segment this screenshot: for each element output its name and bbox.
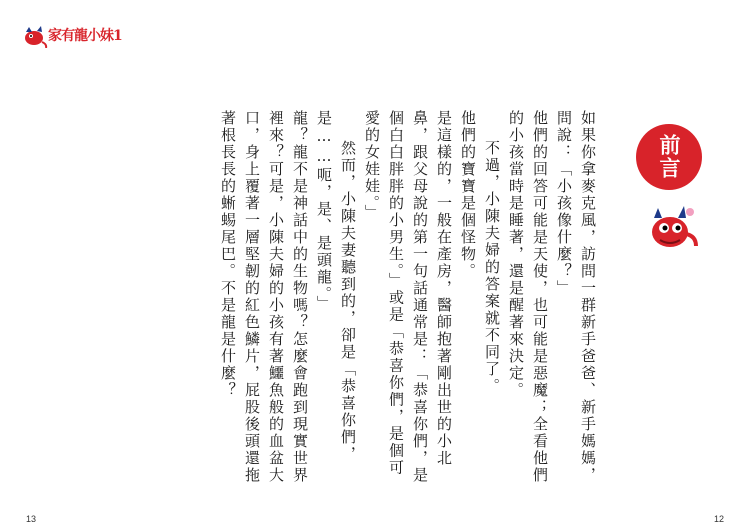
chapter-heading-badge [636, 124, 702, 190]
body-paragraph-1: 如果你拿麥克風，訪問一群新手爸爸、新手媽媽，問說：「小孩像什麼？」 [555, 110, 597, 484]
body-paragraph-3: 不過，小陳夫婦的答案就不同了。 [483, 140, 501, 395]
red-dragon-mascot-icon [22, 24, 48, 48]
series-logo [22, 22, 132, 52]
body-paragraph-7: 龍？龍不是神話中的生物嗎？怎麼會跑到現實世界裡來？可是，小陳夫婦的小孩有著鱷魚般的血盆大口，身上覆著一層堅韌的紅色鱗片，屁股後頭還拖著根長長的蜥蜴尾巴。不是龍是什麼？ [219, 110, 309, 484]
body-text [216, 110, 600, 490]
series-title: 家有龍小妹1 [48, 28, 122, 44]
body-paragraph-2: 他們的回答可能是天使，也可能是惡魔；全看他們的小孩當時是睡著，還是醒著來決定。 [507, 110, 549, 484]
chapter-heading: 前言 [657, 134, 682, 180]
body-paragraph-6: 然而，小陳夫妻聽到的，卻是「恭喜你們，是……呃，是、是頭龍。」 [315, 110, 357, 463]
dragon-illustration-icon [644, 200, 700, 256]
page-number-left: 13 [26, 514, 37, 524]
body-paragraph-4: 他們的寶寶是個怪物。 [459, 110, 477, 280]
page-number-right: 12 [713, 514, 724, 524]
body-paragraph-5: 是這樣的，一般在產房，醫師抱著剛出世的小北鼻，跟父母說的第一句話通常是：「恭喜你們，是個白白胖胖的小男生。」或是「恭喜你們，是個可愛的女娃娃。」 [363, 110, 453, 484]
